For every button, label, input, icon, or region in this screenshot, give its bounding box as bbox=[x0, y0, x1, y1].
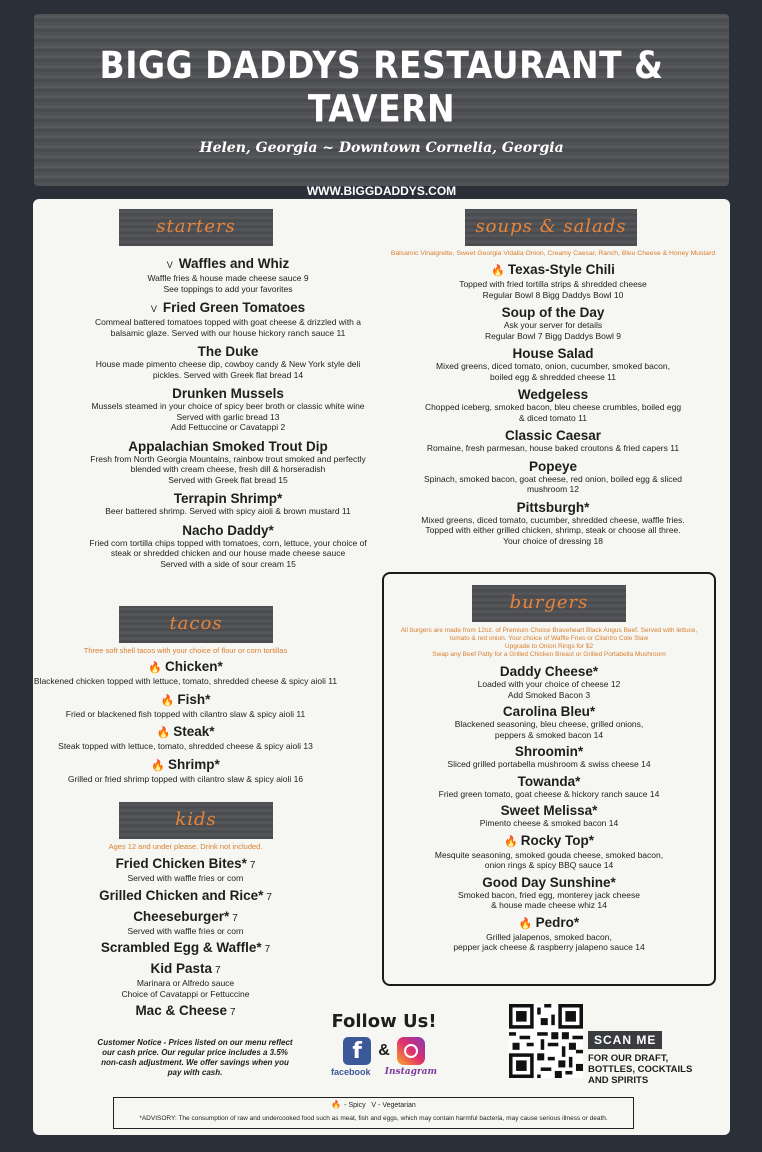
item-description: onion rings & spicy BBQ sauce 14 bbox=[484, 860, 614, 870]
item-title: Chicken* bbox=[164, 659, 223, 674]
item-description: Add Smoked Bacon 3 bbox=[507, 689, 591, 700]
starters-list bbox=[33, 256, 423, 569]
item-description: Served with garlic bread 13 bbox=[176, 411, 280, 422]
menu-item bbox=[33, 961, 338, 999]
item-name bbox=[384, 664, 714, 679]
menu-item bbox=[33, 491, 423, 517]
item-description: Topped with fried tortilla strips & shredded cheese bbox=[459, 279, 647, 289]
item-title: Steak* bbox=[173, 724, 215, 739]
menu-item bbox=[384, 833, 714, 871]
item-description: Mussels steamed in your choice of spicy beer broth or classic white wine bbox=[91, 401, 365, 411]
item-price: 7 bbox=[232, 912, 238, 924]
item-description: Topped with either grilled chicken, shrimp, steak or choose all three. bbox=[425, 525, 681, 535]
locations: Helen, Georgia ~ Downtown Cornelia, Georgia bbox=[199, 140, 564, 156]
soups-note: Balsamic Vinaigrette, Sweet Georgia Vidalia Onion, Creamy Caesar, Ranch, Bleu Cheese & Honey Mustard bbox=[390, 250, 716, 257]
item-title: Fish* bbox=[177, 691, 211, 707]
item-name bbox=[384, 833, 714, 850]
menu-item bbox=[33, 856, 338, 884]
item-description: & house made cheese whiz 14 bbox=[491, 900, 607, 910]
item-title: Carolina Bleu* bbox=[502, 704, 596, 719]
item-price: 7 bbox=[214, 965, 221, 976]
item-title: Towanda* bbox=[517, 773, 581, 789]
item-title: Daddy Cheese* bbox=[499, 664, 599, 679]
item-description: Steak topped with lettuce, tomato, shredded cheese & spicy aioli 13 bbox=[58, 741, 313, 751]
menu-item bbox=[33, 757, 338, 785]
item-title: Popeye bbox=[528, 458, 578, 474]
item-name bbox=[388, 387, 718, 402]
item-title: Shrimp* bbox=[167, 756, 220, 772]
spicy-flame-icon: 🔥 bbox=[518, 917, 533, 930]
item-title: Shroomin* bbox=[514, 744, 584, 759]
item-title: Drunken Mussels bbox=[172, 386, 284, 401]
item-name bbox=[33, 659, 338, 676]
menu-item bbox=[388, 459, 718, 495]
menu-item bbox=[384, 744, 714, 770]
menu-item bbox=[33, 909, 338, 937]
vegetarian-icon: V bbox=[150, 304, 157, 314]
restaurant-title: BIGG DADDYS RESTAURANT & TAVERN bbox=[99, 43, 664, 131]
menu-item bbox=[388, 428, 718, 454]
menu-item bbox=[33, 300, 423, 338]
menu-item bbox=[384, 803, 714, 829]
spicy-icon: 🔥 bbox=[331, 1100, 342, 1109]
burgers-box bbox=[382, 572, 716, 986]
instagram-label[interactable]: Instagram bbox=[384, 1067, 437, 1077]
tacos-note: Three soft shell tacos with your choice of flour or corn tortillas bbox=[83, 646, 288, 655]
kids-section bbox=[33, 802, 423, 1024]
spicy-flame-icon: 🔥 bbox=[504, 835, 518, 848]
item-name bbox=[388, 262, 718, 279]
item-title: Mac & Cheese bbox=[135, 1003, 227, 1018]
item-name bbox=[33, 491, 423, 506]
item-name bbox=[33, 961, 338, 978]
item-name bbox=[33, 856, 338, 873]
scan-me-button[interactable]: SCAN ME bbox=[588, 1031, 662, 1049]
item-description: Mesquite seasoning, smoked gouda cheese, smoked bacon, bbox=[434, 849, 664, 860]
item-name bbox=[388, 428, 718, 443]
item-description: Smoked bacon, fried egg, monterey jack cheese bbox=[458, 889, 640, 900]
item-name bbox=[33, 757, 338, 774]
item-description: Grilled jalapenos, smoked bacon, bbox=[486, 931, 612, 942]
item-title: Scrambled Egg & Waffle* bbox=[100, 940, 262, 955]
item-description: Mixed greens, diced tomato, cucumber, shredded cheese, waffle fries. bbox=[421, 514, 685, 525]
kids-list bbox=[33, 856, 338, 1020]
item-description: peppers & smoked bacon 14 bbox=[494, 729, 604, 740]
facebook-label[interactable]: facebook bbox=[331, 1067, 371, 1077]
menu-item bbox=[33, 439, 423, 486]
vegetarian-icon: V bbox=[371, 1102, 377, 1109]
burgers-note-line: tomato & red onion. Your choice of Waffle Fries or Cilantro Cole Slaw bbox=[449, 635, 649, 642]
item-description: Marinara or Alfredo sauce bbox=[136, 978, 235, 988]
item-description: Ask your server for details bbox=[503, 320, 603, 330]
item-description: Blackened chicken topped with lettuce, tomato, shredded cheese & spicy aioli 11 bbox=[33, 676, 338, 686]
spicy-flame-icon: 🔥 bbox=[156, 727, 171, 739]
tacos-list bbox=[33, 659, 338, 784]
menu-item bbox=[33, 888, 338, 905]
spicy-flame-icon: 🔥 bbox=[148, 662, 162, 674]
starters-section bbox=[33, 209, 423, 575]
item-description: See toppings to add your favorites bbox=[163, 283, 293, 294]
burgers-note-line: Swap any Beef Patty for a Grilled Chicken Breast or Grilled Portabella Mushroom bbox=[432, 651, 666, 658]
menu-item bbox=[388, 262, 718, 300]
item-name bbox=[33, 692, 338, 709]
item-description: Grilled or fried shrimp topped with cilantro slaw & spicy aioli 16 bbox=[67, 773, 304, 784]
item-description: Regular Bowl 8 Bigg Daddys Bowl 10 bbox=[482, 289, 624, 300]
menu-item bbox=[33, 940, 338, 957]
tacos-banner: tacos bbox=[119, 606, 273, 643]
item-description: Spinach, smoked bacon, goat cheese, red onion, boiled egg & sliced bbox=[423, 473, 682, 484]
item-description: Choice of Cavatappi or Fettuccine bbox=[121, 988, 250, 999]
menu-item bbox=[388, 387, 718, 423]
instagram-icon[interactable] bbox=[397, 1037, 425, 1065]
item-title: Pedro* bbox=[535, 914, 580, 930]
item-title: Kid Pasta bbox=[150, 961, 212, 976]
item-name bbox=[384, 704, 714, 719]
qr-code-icon[interactable] bbox=[509, 1004, 583, 1078]
spicy-flame-icon: 🔥 bbox=[160, 694, 175, 707]
menu-card bbox=[33, 199, 730, 1135]
item-name bbox=[388, 500, 718, 515]
item-name bbox=[33, 909, 338, 926]
burgers-note-line: Upgrade to Onion Rings for $2 bbox=[504, 643, 594, 650]
legend-spicy: - Spicy bbox=[344, 1102, 366, 1109]
menu-item bbox=[388, 346, 718, 382]
item-description: Romaine, fresh parmesan, house baked croutons & fried capers 11 bbox=[426, 443, 680, 453]
item-description: Fried corn tortilla chips topped with tomatoes, corn, lettuce, your choice of bbox=[89, 537, 367, 548]
item-description: Mixed greens, diced tomato, onion, cucumber, smoked bacon, bbox=[436, 361, 670, 371]
item-description: House made pimento cheese dip, cowboy candy & New York style deli bbox=[95, 359, 361, 369]
menu-item bbox=[384, 915, 714, 953]
vegetarian-icon: V bbox=[166, 260, 173, 270]
menu-item bbox=[33, 386, 423, 433]
item-name bbox=[33, 344, 423, 359]
legend bbox=[114, 1100, 633, 1109]
item-description: Fresh from North Georgia Mountains, rainbow trout smoked and perfectly bbox=[90, 453, 366, 464]
item-description: Sliced grilled portabella mushroom & swiss cheese 14 bbox=[447, 759, 651, 769]
item-name bbox=[33, 940, 338, 957]
item-description: Served with a side of sour cream 15 bbox=[160, 558, 296, 569]
legend-vegetarian: - Vegetarian bbox=[378, 1102, 416, 1109]
soups-section bbox=[388, 209, 718, 551]
item-price: 7 bbox=[266, 891, 272, 903]
follow-title: Follow Us! bbox=[331, 1011, 437, 1032]
item-name bbox=[33, 888, 338, 905]
menu-item bbox=[388, 500, 718, 547]
item-description: Regular Bowl 7 Bigg Daddys Bowl 9 bbox=[484, 330, 622, 341]
item-title: Fried Green Tomatoes bbox=[162, 300, 306, 315]
item-name bbox=[388, 346, 718, 361]
item-description: Beer battered shrimp. Served with spicy aioli & brown mustard 11 bbox=[105, 506, 351, 516]
item-description: Pimento cheese & smoked bacon 14 bbox=[479, 818, 619, 828]
item-name bbox=[388, 459, 718, 474]
item-description: boiled egg & shredded cheese 11 bbox=[489, 371, 617, 382]
menu-item bbox=[384, 774, 714, 800]
item-name bbox=[384, 875, 714, 890]
soups-list bbox=[388, 262, 718, 546]
item-title: Nacho Daddy* bbox=[182, 522, 274, 538]
item-description: Served with Greek flat bread 15 bbox=[168, 474, 288, 485]
item-description: Loaded with your choice of cheese 12 bbox=[477, 679, 621, 689]
burgers-banner: burgers bbox=[472, 585, 626, 622]
item-title: Waffles and Whiz bbox=[178, 256, 290, 271]
item-name bbox=[384, 803, 714, 818]
item-description: balsamic glaze. Served with our house hickory ranch sauce 11 bbox=[110, 327, 346, 338]
spicy-flame-icon: 🔥 bbox=[151, 759, 165, 772]
item-title: Terrapin Shrimp* bbox=[173, 491, 283, 506]
menu-item bbox=[384, 704, 714, 740]
item-name bbox=[33, 300, 423, 317]
item-description: blended with cream cheese, fresh dill & horseradish bbox=[130, 464, 326, 474]
item-name bbox=[33, 724, 338, 741]
item-title: Classic Caesar bbox=[504, 428, 602, 443]
item-name bbox=[33, 439, 423, 454]
item-name bbox=[384, 744, 714, 759]
item-description: Commeal battered tomatoes topped with goat cheese & drizzled with a bbox=[94, 317, 361, 327]
menu-item bbox=[33, 659, 338, 687]
item-title: Good Day Sunshine* bbox=[482, 874, 616, 890]
website[interactable]: WWW.BIGGDADDYS.COM bbox=[306, 184, 457, 198]
item-description: & diced tomato 11 bbox=[519, 412, 587, 423]
item-price: 7 bbox=[229, 1007, 236, 1018]
item-description: Blackened seasoning, bleu cheese, grilled onions, bbox=[454, 719, 644, 729]
item-title: Texas-Style Chili bbox=[507, 262, 615, 277]
item-description: Chopped iceberg, smoked bacon, bleu cheese crumbles, boiled egg bbox=[424, 402, 682, 412]
item-title: Wedgeless bbox=[517, 387, 589, 402]
item-description: pepper jack cheese & raspberry jalapeno sauce 14 bbox=[453, 942, 645, 952]
item-name bbox=[33, 523, 423, 538]
item-description: Your choice of dressing 18 bbox=[503, 535, 603, 546]
scan-text: FOR OUR DRAFT, BOTTLES, COCKTAILS AND SPIRITS bbox=[588, 1053, 693, 1086]
item-title: House Salad bbox=[512, 346, 594, 361]
tacos-section bbox=[33, 606, 423, 789]
kids-banner: kids bbox=[119, 802, 273, 839]
item-description: Fried or blackened fish topped with cilantro slaw & spicy aioli 11 bbox=[65, 708, 306, 719]
facebook-icon[interactable]: f bbox=[343, 1037, 371, 1065]
follow-us bbox=[329, 1011, 439, 1077]
item-name bbox=[33, 1003, 338, 1020]
customer-notice: Customer Notice - Prices listed on our menu reflect our cash price. Our regular price includes a 3.5% non-cash adjustment. We offer savings when you pay with cash. bbox=[97, 1038, 293, 1077]
menu-item bbox=[388, 305, 718, 341]
item-title: Pittsburgh* bbox=[516, 499, 590, 515]
menu-item bbox=[384, 664, 714, 700]
advisory-box bbox=[113, 1097, 634, 1129]
item-price: 7 bbox=[264, 944, 271, 955]
item-price: 7 bbox=[249, 860, 256, 871]
item-title: Grilled Chicken and Rice* bbox=[99, 887, 264, 903]
menu-item bbox=[33, 256, 423, 294]
item-title: Cheeseburger* bbox=[133, 908, 230, 924]
item-title: Appalachian Smoked Trout Dip bbox=[128, 438, 328, 454]
item-title: Sweet Melissa* bbox=[500, 803, 598, 818]
item-description: mushroom 12 bbox=[527, 484, 579, 494]
menu-item bbox=[33, 523, 423, 570]
menu-item bbox=[33, 692, 338, 720]
soups-banner: soups & salads bbox=[465, 209, 637, 246]
kids-note: Ages 12 and under please. Drink not included. bbox=[108, 842, 263, 851]
item-name bbox=[33, 386, 423, 401]
menu-item bbox=[33, 724, 338, 752]
starters-banner: starters bbox=[119, 209, 273, 246]
item-description: Add Fettuccine or Cavatappi 2 bbox=[170, 422, 286, 432]
item-description: Waffle fries & house made cheese sauce 9 bbox=[147, 273, 309, 283]
item-description: pickles. Served with Greek flat bread 14 bbox=[152, 369, 304, 380]
item-name bbox=[384, 915, 714, 932]
item-title: Rocky Top* bbox=[520, 832, 594, 848]
item-description: steak or shredded chicken and our house made cheese sauce bbox=[110, 548, 346, 558]
item-description: Fried green tomato, goat cheese & hickory ranch sauce 14 bbox=[438, 788, 660, 799]
advisory-text: *ADVISORY: The consumption of raw and undercooked food such as meat, fish and eggs, which may contain harmful bacteria, may cause serious illness or death. bbox=[139, 1115, 608, 1122]
burgers-note-line: All burgers are made from 12oz. of Premium Choice Braveheart Black Angus Beef. Served with lettuce, bbox=[400, 627, 698, 634]
item-description: Served with waffle fries or corn bbox=[127, 925, 244, 936]
menu-item bbox=[33, 344, 423, 380]
ampersand: & bbox=[378, 1042, 390, 1059]
menu-item bbox=[384, 875, 714, 911]
item-title: The Duke bbox=[197, 344, 259, 359]
burgers-note bbox=[384, 627, 714, 659]
burgers-list bbox=[384, 664, 714, 953]
spicy-flame-icon: 🔥 bbox=[491, 265, 505, 277]
item-name bbox=[388, 305, 718, 320]
scan-me bbox=[588, 1031, 708, 1086]
header-banner bbox=[34, 14, 729, 198]
item-title: Fried Chicken Bites* bbox=[115, 856, 247, 871]
item-description: Served with waffle fries or corn bbox=[127, 873, 244, 883]
menu-item bbox=[33, 1003, 338, 1020]
item-name bbox=[384, 774, 714, 789]
item-title: Soup of the Day bbox=[501, 305, 605, 320]
item-name bbox=[33, 256, 423, 273]
